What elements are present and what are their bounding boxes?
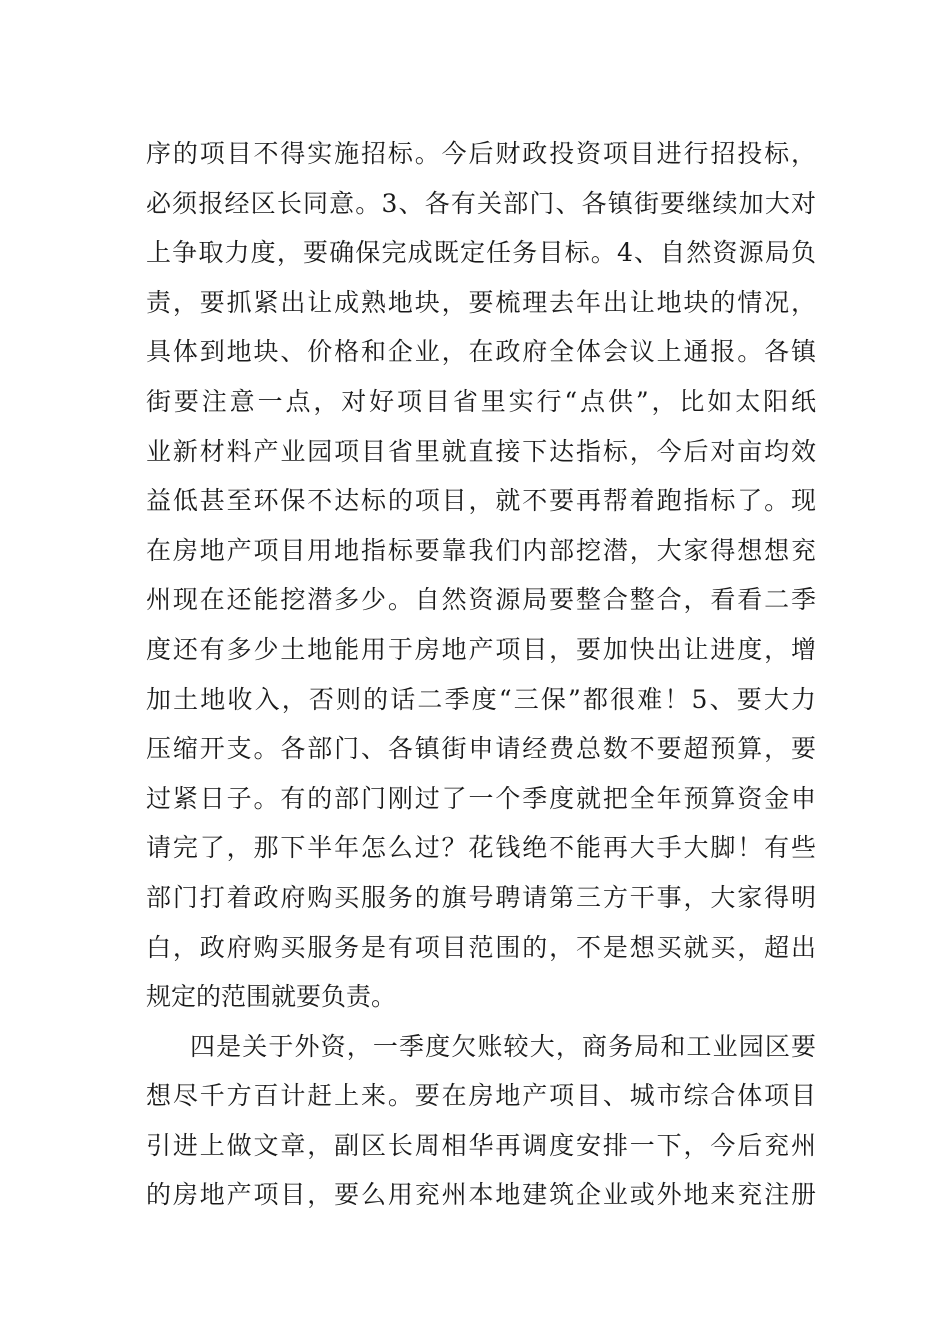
text-line: 街要注意一点，对好项目省里实行“点供”，比如太阳纸 xyxy=(146,386,816,416)
text-line: 序的项目不得实施招标。今后财政投资项目进行招投标， xyxy=(146,139,816,168)
text-line: 过紧日子。有的部门刚过了一个季度就把全年预算资金申 xyxy=(146,783,816,813)
text-line: 责，要抓紧出让成熟地块，要梳理去年出让地块的情况， xyxy=(146,287,816,317)
text-line: 加土地收入，否则的话二季度“三保”都很难！5、要大力 xyxy=(146,684,816,714)
text-line: 引进上做文章，副区长周相华再调度安排一下，今后兖州 xyxy=(146,1130,816,1160)
text-line: 具体到地块、价格和企业，在政府全体会议上通报。各镇 xyxy=(146,337,816,367)
text-line: 业新材料产业园项目省里就直接下达指标，今后对亩均效 xyxy=(146,436,816,466)
text-line-paragraph-end: 规定的范围就要负责。 xyxy=(146,982,397,1012)
text-line: 州现在还能挖潜多少。自然资源局要整合整合，看看二季 xyxy=(146,585,816,615)
text-line: 的房地产项目，要么用兖州本地建筑企业或外地来兖注册 xyxy=(146,1180,816,1210)
text-line: 想尽千方百计赶上来。要在房地产项目、城市综合体项目 xyxy=(146,1081,816,1111)
text-line: 度还有多少土地能用于房地产项目，要加快出让进度，增 xyxy=(146,634,816,664)
text-line: 压缩开支。各部门、各镇街申请经费总数不要超预算，要 xyxy=(146,734,816,764)
text-line: 在房地产项目用地指标要靠我们内部挖潜，大家得想想兖 xyxy=(146,535,816,565)
text-line: 上争取力度，要确保完成既定任务目标。4、自然资源局负 xyxy=(146,238,816,268)
body-text xyxy=(146,129,816,1220)
text-line: 益低甚至环保不达标的项目，就不要再帮着跑指标了。现 xyxy=(146,486,816,516)
text-line: 请完了，那下半年怎么过？花钱绝不能再大手大脚！有些 xyxy=(146,833,816,863)
text-line-paragraph-start: 四是关于外资，一季度欠账较大，商务局和工业园区要 xyxy=(190,1031,816,1061)
text-line: 必须报经区长同意。3、各有关部门、各镇街要继续加大对 xyxy=(146,188,816,218)
text-line: 部门打着政府购买服务的旗号聘请第三方干事，大家得明 xyxy=(146,882,816,912)
text-line: 白，政府购买服务是有项目范围的，不是想买就买，超出 xyxy=(146,932,816,962)
